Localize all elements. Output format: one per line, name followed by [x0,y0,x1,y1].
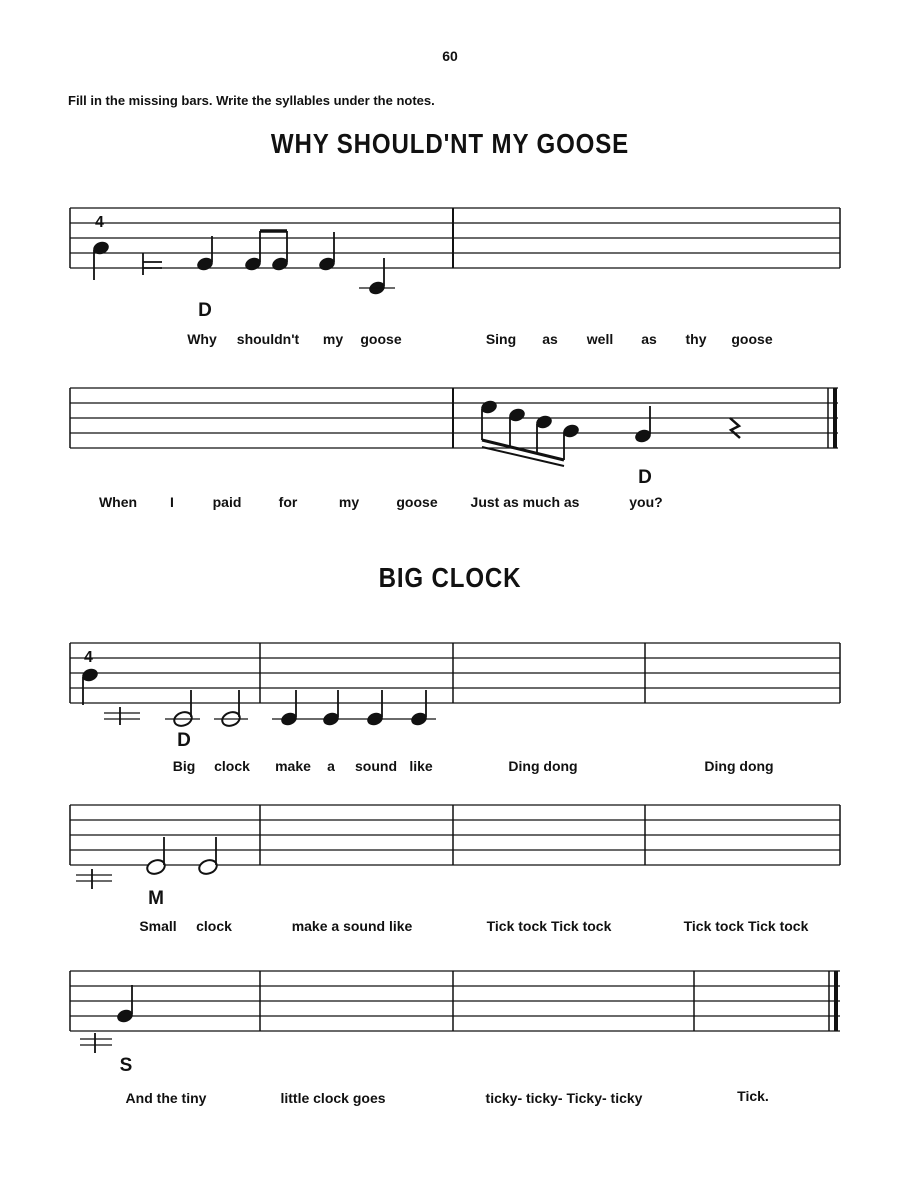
lyric: clock [196,918,232,934]
staff-goose-2 [0,380,900,480]
lyric: Ding dong [508,758,578,774]
time-signature: 4 [95,214,104,231]
lyric: Why [187,331,217,347]
lyric: for [278,494,298,510]
lyric: thy [685,331,707,347]
lyric: sound [355,758,397,774]
lyric: make [275,758,311,774]
lyric: Big [172,758,196,774]
lyric: Ding dong [704,758,774,774]
lyric: like [409,758,433,774]
lyric: ticky- ticky- Ticky- ticky [485,1090,643,1106]
solfege-label: M [148,888,164,909]
staff-goose-1 [0,200,900,300]
lyric: goose [396,494,438,510]
quarter-rest [730,418,740,438]
lyric: goose [731,331,773,347]
lyric: I [170,494,174,510]
lyric: And the tiny [125,1090,207,1106]
staff-clock-2 [0,797,900,897]
lyric: Tick tock Tick tock [486,918,612,934]
lyric: clock [214,758,250,774]
song-title-big-clock: BIG CLOCK [378,562,522,593]
lyric: Tick tock Tick tock [683,918,809,934]
lyric: Just as much as [470,494,580,510]
time-signature: 4 [84,649,93,666]
page-number: 60 [442,48,458,64]
lyric: Small [139,918,177,934]
solfege-label: S [119,1055,133,1076]
solfege-label: D [177,730,191,751]
instructions: Fill in the missing bars. Write the syllables under the notes. [68,93,435,108]
solfege-label: D [638,467,652,488]
solfege-label: D [198,300,212,321]
song-title-goose: WHY SHOULD'NT MY GOOSE [270,128,630,159]
lyric: Tick. [737,1088,769,1104]
staff-clock-1 [0,635,900,735]
lyric: as [641,331,657,347]
lyric: make a sound like [291,918,413,934]
lyric: little clock goes [280,1090,386,1106]
lyric: as [542,331,558,347]
staff-clock-3 [0,963,900,1063]
lyric: a [327,758,335,774]
lyric: well [586,331,614,347]
lyric: you? [629,494,663,510]
lyric: my [338,494,360,510]
lyric: my [322,331,344,347]
lyric: Sing [485,331,517,347]
lyric: goose [360,331,402,347]
lyric: shouldn't [236,331,300,347]
lyric: paid [212,494,242,510]
lyric: When [98,494,138,510]
